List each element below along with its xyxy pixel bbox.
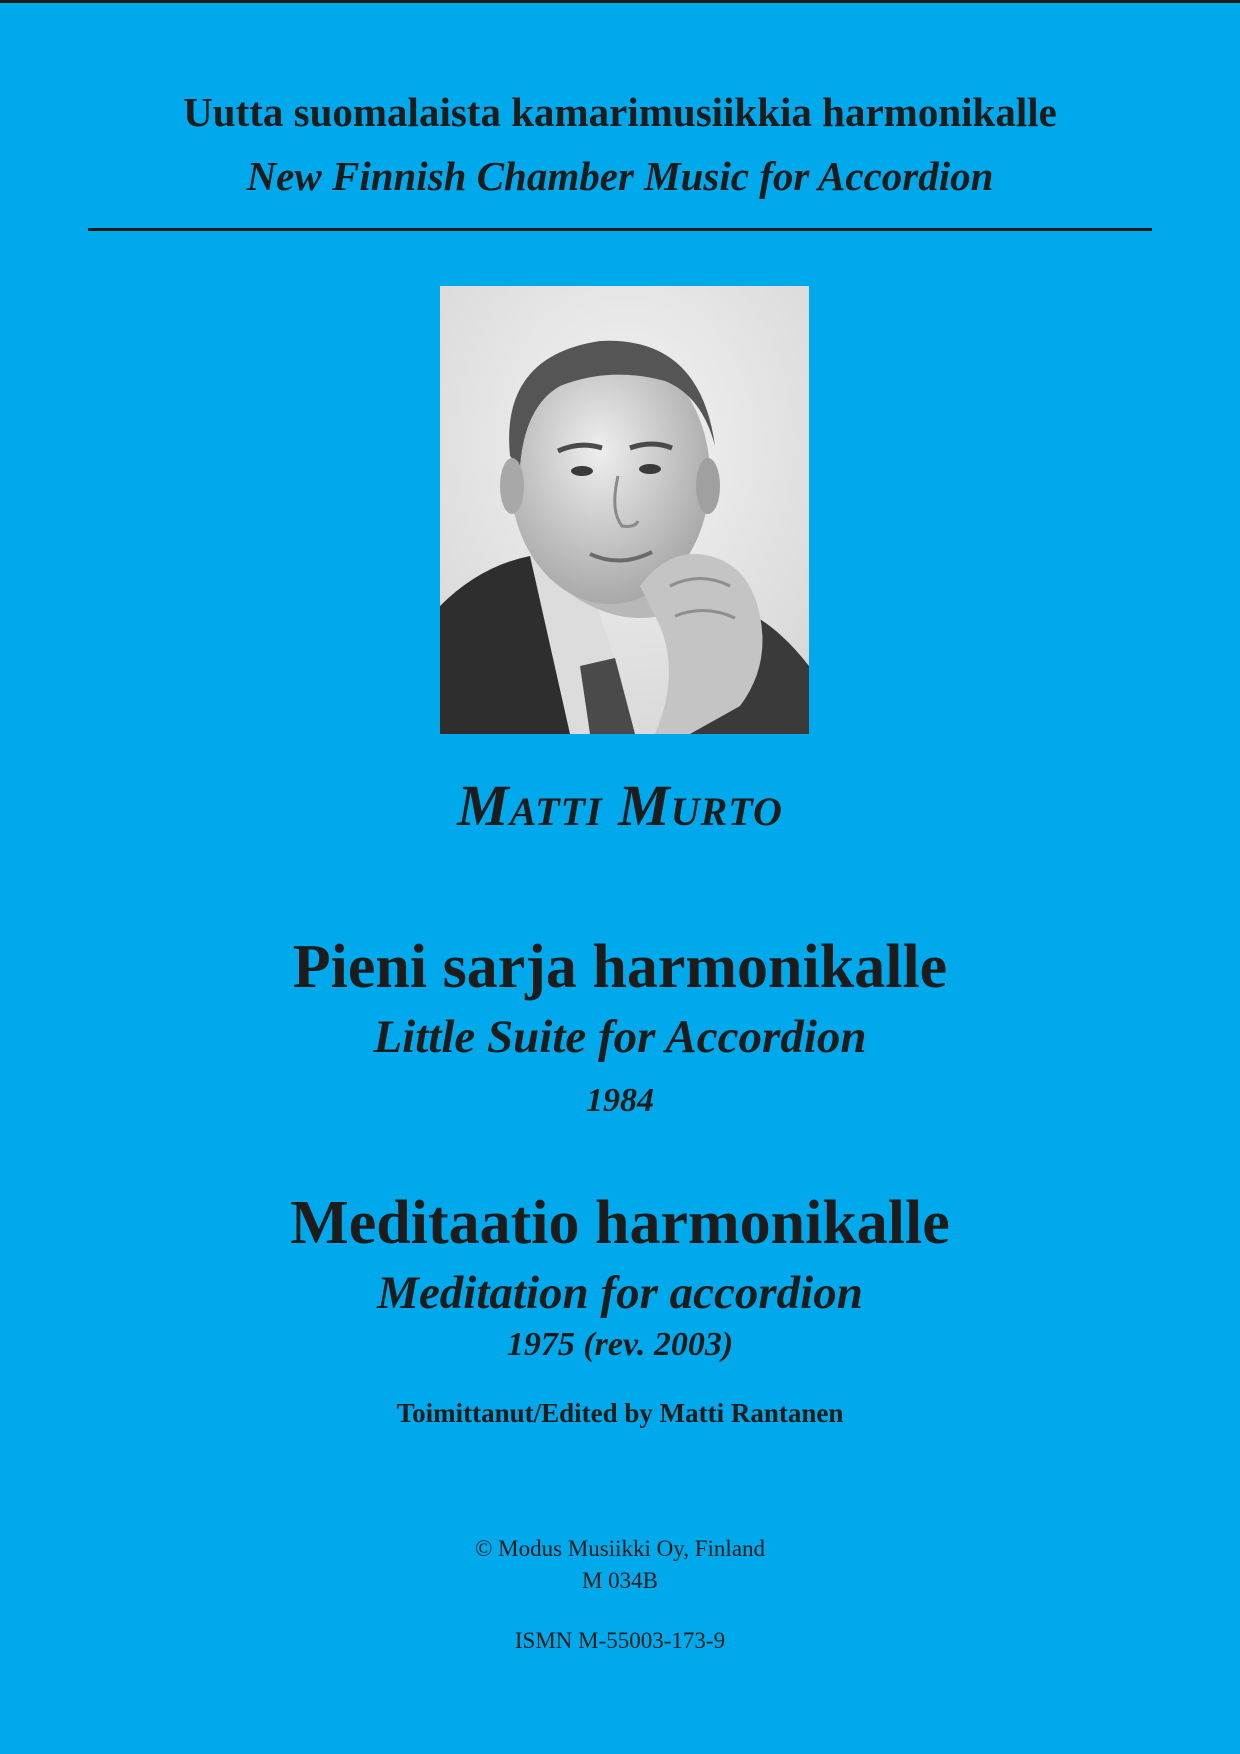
work-1-year: 1984 [586,1082,654,1119]
top-border [0,0,1240,3]
composer-first-initial: M [457,773,510,838]
editor-credit: Toimittanut/Edited by Matti Rantanen [396,1398,844,1428]
composer-last-rest: URTO [670,789,783,834]
work-2-title-en: Meditation for accordion [377,1267,863,1319]
publisher-copyright: © Modus Musiikki Oy, Finland [474,1536,766,1561]
catalog-number: M 034B [581,1568,659,1593]
work-2-title-fi: Meditaatio harmonikalle [290,1189,950,1257]
header-divider [88,228,1152,231]
series-title-en: New Finnish Chamber Music for Accordion [246,153,994,199]
ismn-number: ISMN M-55003-173-9 [514,1628,726,1653]
composer-portrait [440,286,809,734]
work-2-year: 1975 (rev. 2003) [506,1326,734,1363]
composer-first-rest: ATTI [509,789,603,834]
work-1-title-en: Little Suite for Accordion [373,1011,867,1063]
work-1-title-fi: Pieni sarja harmonikalle [292,933,948,1001]
composer-name [0,772,1240,839]
composer-last-initial: M [618,773,671,838]
series-title-fi: Uutta suomalaista kamarimusiikkia harmonikalle [183,89,1057,135]
